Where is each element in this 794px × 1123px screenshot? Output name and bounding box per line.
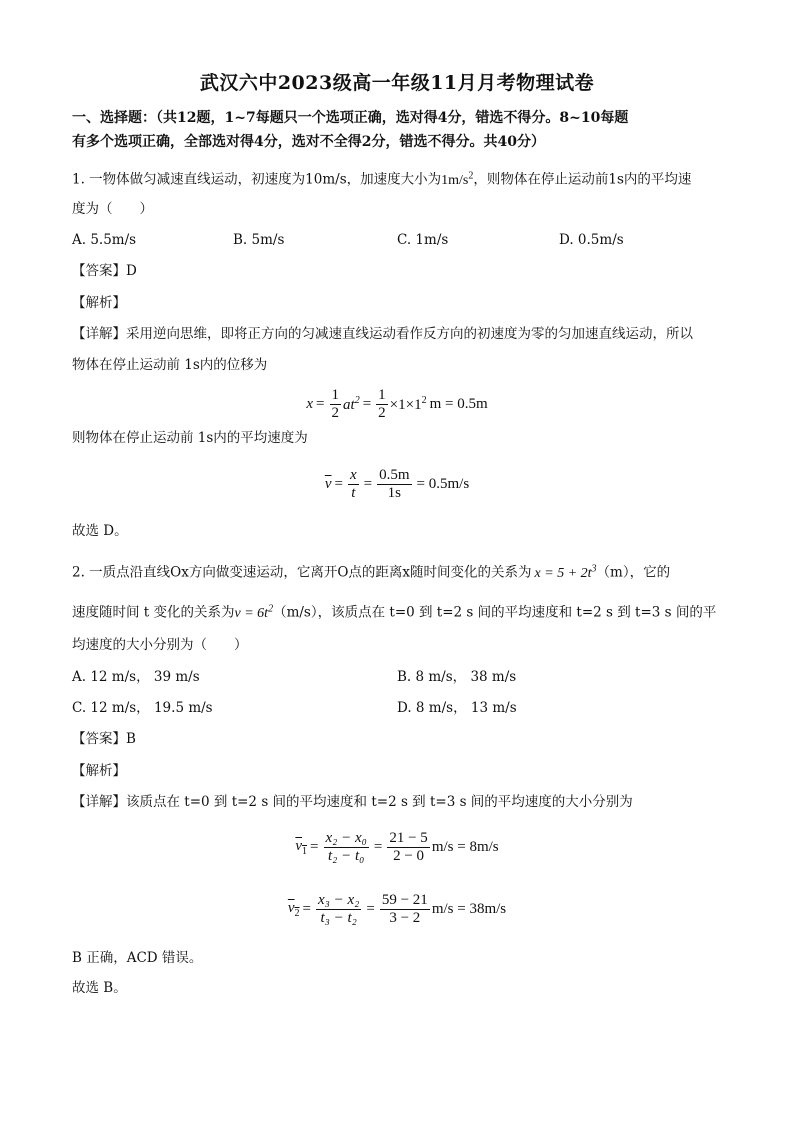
fraction: $\frac{1}{2}$	[378, 386, 386, 421]
q2-stem-line-2: 速度随时间 t 变化的关系为$v = 6t^2(m/s)$，该质点在 t=0 到 t=2 s 间的平均速度和 t=2 s 到 t=3 s 间的平	[72, 603, 717, 621]
q1-option-d: D. 0.5m/s	[559, 232, 624, 248]
q2-option-b: B. 8 m/s， 38 m/s	[397, 669, 517, 685]
q2-answer: 【答案】B	[72, 731, 136, 747]
q1-answer: 【答案】D	[72, 263, 137, 279]
q1-detail-line-3: 则物体在停止运动前 1s内的平均速度为	[72, 430, 308, 446]
fraction: $\frac{\text{x₃ − x₂}}{\text{t₃ − t₂}}$	[318, 891, 360, 926]
fraction: $\frac{1}{2}$	[331, 386, 340, 421]
fraction: $\frac{x}{t}$	[349, 466, 357, 501]
q2-equation-v1: $v_1$ = $\frac{\text{x₂ − x₀}}{\text{t₂ − t₀}}$ = $\frac{21 - 5}{2 - 0}$ m/s = 8m/s	[295, 829, 499, 864]
q1-equation-avg-velocity: $\overline{v}$ = $\frac{x}{t}$ = $\frac{0.5m}{1s}$ = 0.5m/s	[324, 466, 470, 501]
q1-equation-displacement: x = $\frac{1}{2}$ $at^2$ = $\frac{1}{2}$ $\times 1\times 1^2$ m = 0.5m	[306, 386, 488, 421]
fraction: $\frac{\text{x₂ − x₀}}{\text{t₂ − t₀}}$	[325, 829, 367, 864]
q1-option-a: A. 5.5m/s	[72, 232, 137, 248]
section-header-line-1: 一、选择题：（共12题，1~7每题只一个选项正确，选对得4分，错选不得分。8~10每题	[72, 110, 629, 126]
q1-stem-text-b: ，则物体在停止运动前1s内的平均速	[473, 171, 692, 188]
q1-analysis-tag: 【解析】	[72, 295, 126, 311]
q2-option-c: C. 12 m/s， 19.5 m/s	[72, 700, 213, 716]
section-header	[72, 106, 727, 154]
eq-var: x	[306, 395, 314, 412]
page-title: 武汉六中2023级高一年级11月月考物理试卷	[199, 72, 595, 94]
q2-detail-line-1: 【详解】该质点在 t=0 到 t=2 s 间的平均速度和 t=2 s 到 t=3 s 间的平均速度的大小分别为	[72, 794, 633, 810]
eq-var: $\overline{v}$	[324, 475, 332, 492]
q1-option-c: C. 1m/s	[397, 232, 449, 248]
q1-detail-line-1: 【详解】采用逆向思维，即将正方向的匀减速直线运动看作反方向的初速度为零的匀加速直线运动，所以	[72, 326, 693, 342]
q2-option-a: A. 12 m/s， 39 m/s	[72, 669, 200, 685]
q2-equation-v2: $v_2$ = $\frac{\text{x₃ − x₂}}{\text{t₃ − t₂}}$ = $\frac{59 - 21}{3 - 2}$ m/s = 38m/s	[287, 891, 507, 926]
fraction: $\frac{0.5m}{1s}$	[379, 466, 410, 501]
section-header-line-2: 有多个选项正确，全部选对得4分，选对不全得2分，错选不得分。共40分）	[72, 134, 545, 150]
q2-judgement: B 正确，ACD 错误。	[72, 950, 203, 966]
q1-stem-line-1	[72, 166, 732, 191]
q1-detail-line-2: 物体在停止运动前 1s内的位移为	[72, 357, 268, 373]
q1-accel-unit: $1m/s^2$	[441, 170, 474, 188]
fraction: $\frac{59 - 21}{3 - 2}$	[381, 891, 428, 926]
q1-stem-text-a: 1. 一物体做匀减速直线运动，初速度为10m/s，加速度大小为	[72, 171, 442, 188]
q1-conclusion: 故选 D。	[72, 523, 128, 539]
q2-analysis-tag: 【解析】	[72, 763, 126, 779]
q2-stem-line-3: 均速度的大小分别为（ ）	[72, 637, 248, 653]
q2-option-d: D. 8 m/s， 13 m/s	[397, 700, 517, 716]
fraction: $\frac{21 - 5}{2 - 0}$	[389, 829, 428, 864]
q1-stem-line-2: 度为（ ）	[72, 201, 153, 217]
q2-conclusion: 故选 B。	[72, 980, 127, 996]
q1-option-b: B. 5m/s	[233, 232, 285, 248]
q2-stem-line-1: 2. 一质点沿直线Ox方向做变速运动，它离开O点的距离x随时间变化的关系为 $x = 5 + 2t^3(m)$，它的	[72, 563, 671, 581]
